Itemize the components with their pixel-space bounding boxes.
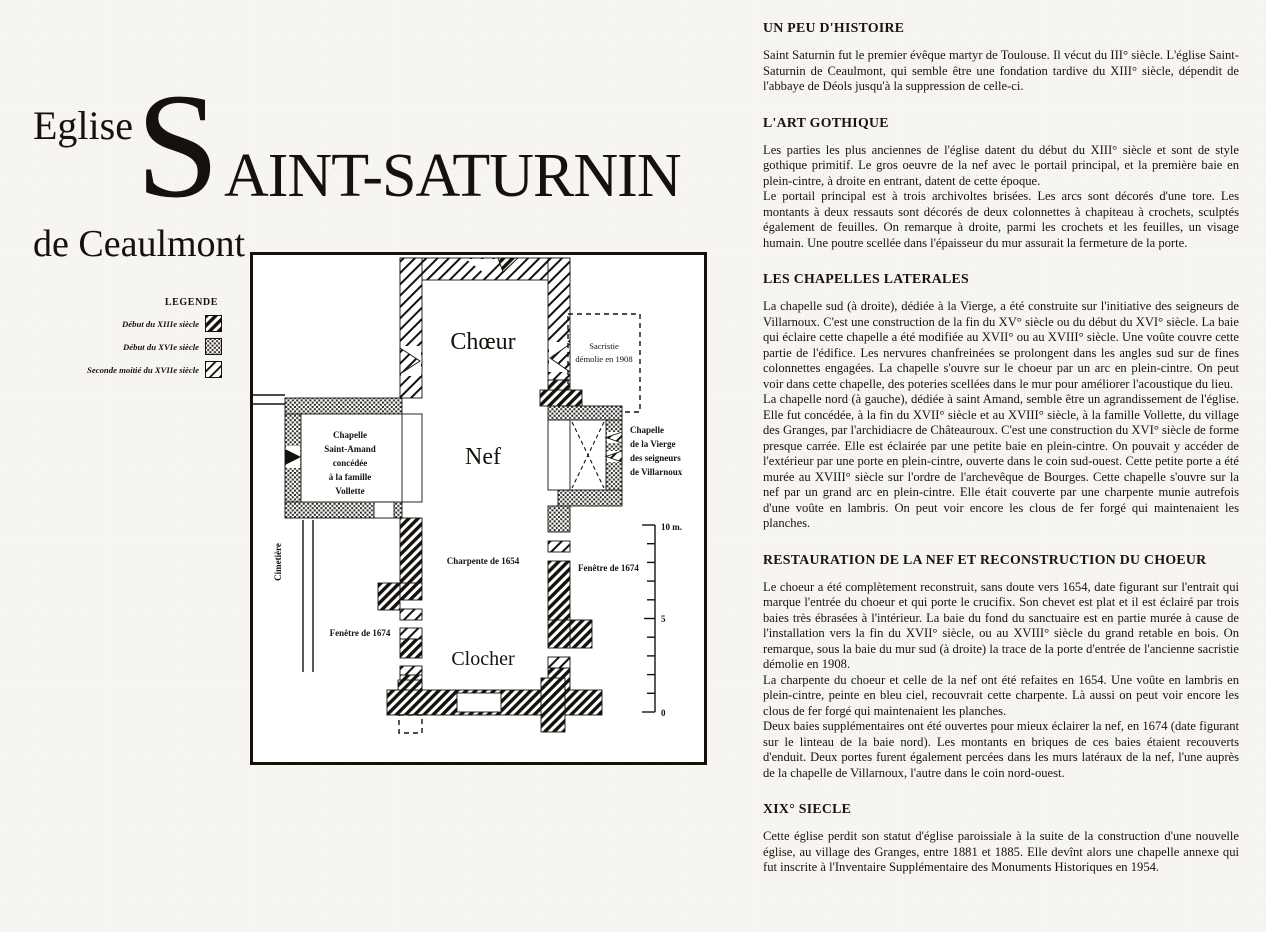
- legend-label: Seconde moitié du XVIIe siècle: [87, 364, 199, 375]
- page-title: AINT-SATURNIN: [224, 142, 681, 210]
- north-chapel-label-line2: Saint-Amand: [324, 444, 376, 454]
- paragraph: Cette église perdit son statut d'église paroissiale à la suite de la construction d'une nouvelle église, au village des Granges, entre 1881 et 1885. Elle devînt alors une chapelle annexe qui fut inscrite à l'Inventaire Supplémentaire des Monuments Historiques en 1954.: [763, 829, 1239, 874]
- legend-title: LEGENDE: [164, 297, 218, 308]
- north-chapel-label-line5: Vollette: [335, 486, 365, 496]
- north-chapel-label-line3: concédée: [332, 458, 368, 468]
- title-prefix: Eglise: [33, 103, 133, 148]
- scale-label-10m: 10 m.: [661, 522, 682, 532]
- paragraph: Le portail principal est à trois archivoltes brisées. Les arcs sont décorés d'une tore. Les montants à deux ressauts sont décorés de deux colonnettes à chapiteau à crochets, sculptés également de feuilles. On remarque à droite, parmi les crochets et les feuilles, un visage humain. Une poutre scellée dans l'épaisseur du mur assurait la fermeture de la porte.: [763, 189, 1239, 250]
- paragraph: Saint Saturnin fut le premier évêque martyr de Toulouse. Il vécut du III° siècle. L'église Saint-Saturnin de Ceaulmont, qui semble être une fondation tardive du XIII° siècle, dépendit de l'abbaye de Déols jusqu'à la suppression de celle-ci.: [763, 48, 1239, 93]
- window-1674-label-west: Fenêtre de 1674: [329, 628, 391, 638]
- north-chapel-label-line4: à la famille: [328, 472, 372, 482]
- section-restoration: [763, 552, 1239, 782]
- roof-1654-label: Charpente de 1654: [446, 556, 520, 566]
- section-heading-gothic-art: L'ART GOTHIQUE: [763, 114, 889, 130]
- section-side-chapels: [763, 271, 1239, 532]
- north-chapel-label-line1: Chapelle: [332, 430, 368, 440]
- paragraph: La charpente du choeur et celle de la nef ont été refaites en 1654. Une voûte en lambris en plein-cintre, peinte en bleu ciel, recouvrait cette charpente. Là aussi on peut voir encore les clous de fer forgé qui maintenaient les planches.: [763, 672, 1239, 718]
- section-heading-restoration: RESTAURATION DE LA NEF ET RECONSTRUCTION DU CHOEUR: [763, 551, 1207, 567]
- nave-label: Nef: [465, 444, 501, 470]
- section-heading-19th-century: XIX° SIECLE: [763, 801, 852, 816]
- south-chapel-label-line3: des seigneurs: [630, 453, 681, 463]
- text-column: [763, 20, 1239, 876]
- paragraph: Le choeur a été complètement reconstruit, sans doute vers 1654, date figurant sur l'entrait qui marque l'entrée du choeur et qui porte le crucifix. Son chevet est plat et il est éclairé par trois baies très ébrasées à l'intérieur. La baie du fond du sanctuaire est en partie murée à cause de l'installation vers la fin du XVII° siècle, ou au XVIII° siècle du grand retable en bois. On remarque, sous la baie du mur sud (à droite) la trace de la porte d'entrée de l'ancienne sacristie démolie en 1908.: [763, 579, 1239, 671]
- legend-item-17th-century: [87, 361, 222, 378]
- paragraph: La chapelle nord (à gauche), dédiée à saint Amand, semble être un agrandissement de l'église. Elle fut concédée, à la fin du XVII° siècle et au XVIII° siècle, à la famille Vollette, du village des Granges, par l'archidiacre de Châteauroux. C'est une construction du XVI° siècle de forme presque carrée. Elle est éclairée par une petite baie en plein-cintre. On pouvait y accéder de l'extérieur par une porte en plein-cintre, ouverte dans le coin sud-ouest. Cette petite porte a été murée au XVIII° siècle sur l'ordre de l'archevêque de Bourges. Cette chapelle s'ouvre sur la nef par un grand arc en plein-cintre. Elle était couverte par une charpente munie autrefois d'une voûte en lambris. On peut voir encore les clous de fer forgé qui maintenaient les planches.: [763, 392, 1239, 530]
- dense-hatch-swatch-icon: [205, 315, 222, 332]
- bell-tower-label: Clocher: [451, 648, 515, 670]
- floor-plan: [250, 252, 707, 765]
- south-chapel-label-line2: de la Vierge: [630, 439, 676, 449]
- section-heading-side-chapels: LES CHAPELLES LATERALES: [763, 271, 969, 286]
- section-heading-history: UN PEU D'HISTOIRE: [763, 20, 905, 35]
- choir-label: Chœur: [450, 329, 516, 355]
- title-subtitle: de Ceaulmont: [33, 223, 246, 265]
- window-1674-label-east: Fenêtre de 1674: [578, 563, 639, 573]
- legend-item-13th-century: [98, 315, 222, 332]
- section-history: [763, 20, 1239, 95]
- checker-dots-swatch-icon: [205, 338, 222, 355]
- legend-label: Début du XIIIe siècle: [122, 318, 199, 329]
- cemetery-label: Cimetière: [273, 543, 283, 581]
- paragraph: La chapelle sud (à droite), dédiée à la Vierge, a été construite sur l'initiative des seigneurs de Villarnoux. C'est une construction de la fin du XV° siècle ou du début du XVI° siècle. La baie qui éclaire cette chapelle a été modifiée au XVII° ou au XVIII° siècle. Une voûte couvre cette partie de l'édifice. Les nervures chanfreinées se prolongent dans les angles sud sur de fines colonnettes engagées. La chapelle s'ouvre sur le choeur par un arc en plein-cintre. On peut voir dans cette chapelle, des poteries scellées dans le mur pour améliorer l'acoustique du lieu.: [763, 299, 1239, 391]
- light-hatch-swatch-icon: [205, 361, 222, 378]
- legend-item-16th-century: [98, 338, 222, 355]
- south-chapel-label-line1: Chapelle: [630, 425, 665, 435]
- paragraph: Deux baies supplémentaires ont été ouvertes pour mieux éclairer la nef, en 1674 (date figurant sur le linteau de la baie nord). Les montants en briques de ces baies étaient recouverts d'enduit. Deux portes furent également percées dans les murs latéraux de la nef, l'une auprès de la chapelle de Villarnoux, l'autre dans le coin nord-ouest.: [763, 719, 1239, 780]
- south-chapel-label-line4: de Villarnoux: [630, 467, 683, 477]
- title-initial-letter: S: [136, 63, 220, 229]
- sacristy-label-line1: Sacristie: [589, 341, 619, 351]
- section-gothic-art: [763, 115, 1239, 252]
- legend-label: Début du XVIe siècle: [122, 341, 199, 352]
- scale-label-0: 0: [661, 708, 666, 718]
- scale-label-5: 5: [661, 614, 666, 624]
- section-19th-century: [763, 801, 1239, 876]
- plan-legend: [87, 297, 222, 384]
- paragraph: Les parties les plus anciennes de l'église datent du début du XIII° siècle et sont de style gothique primitif. Le gros oeuvre de la nef avec le portail principal, et la première baie en plein-cintre, à droite en entrant, datent de cette époque.: [763, 142, 1239, 188]
- sacristy-label-line2: démolie en 1908: [575, 354, 633, 364]
